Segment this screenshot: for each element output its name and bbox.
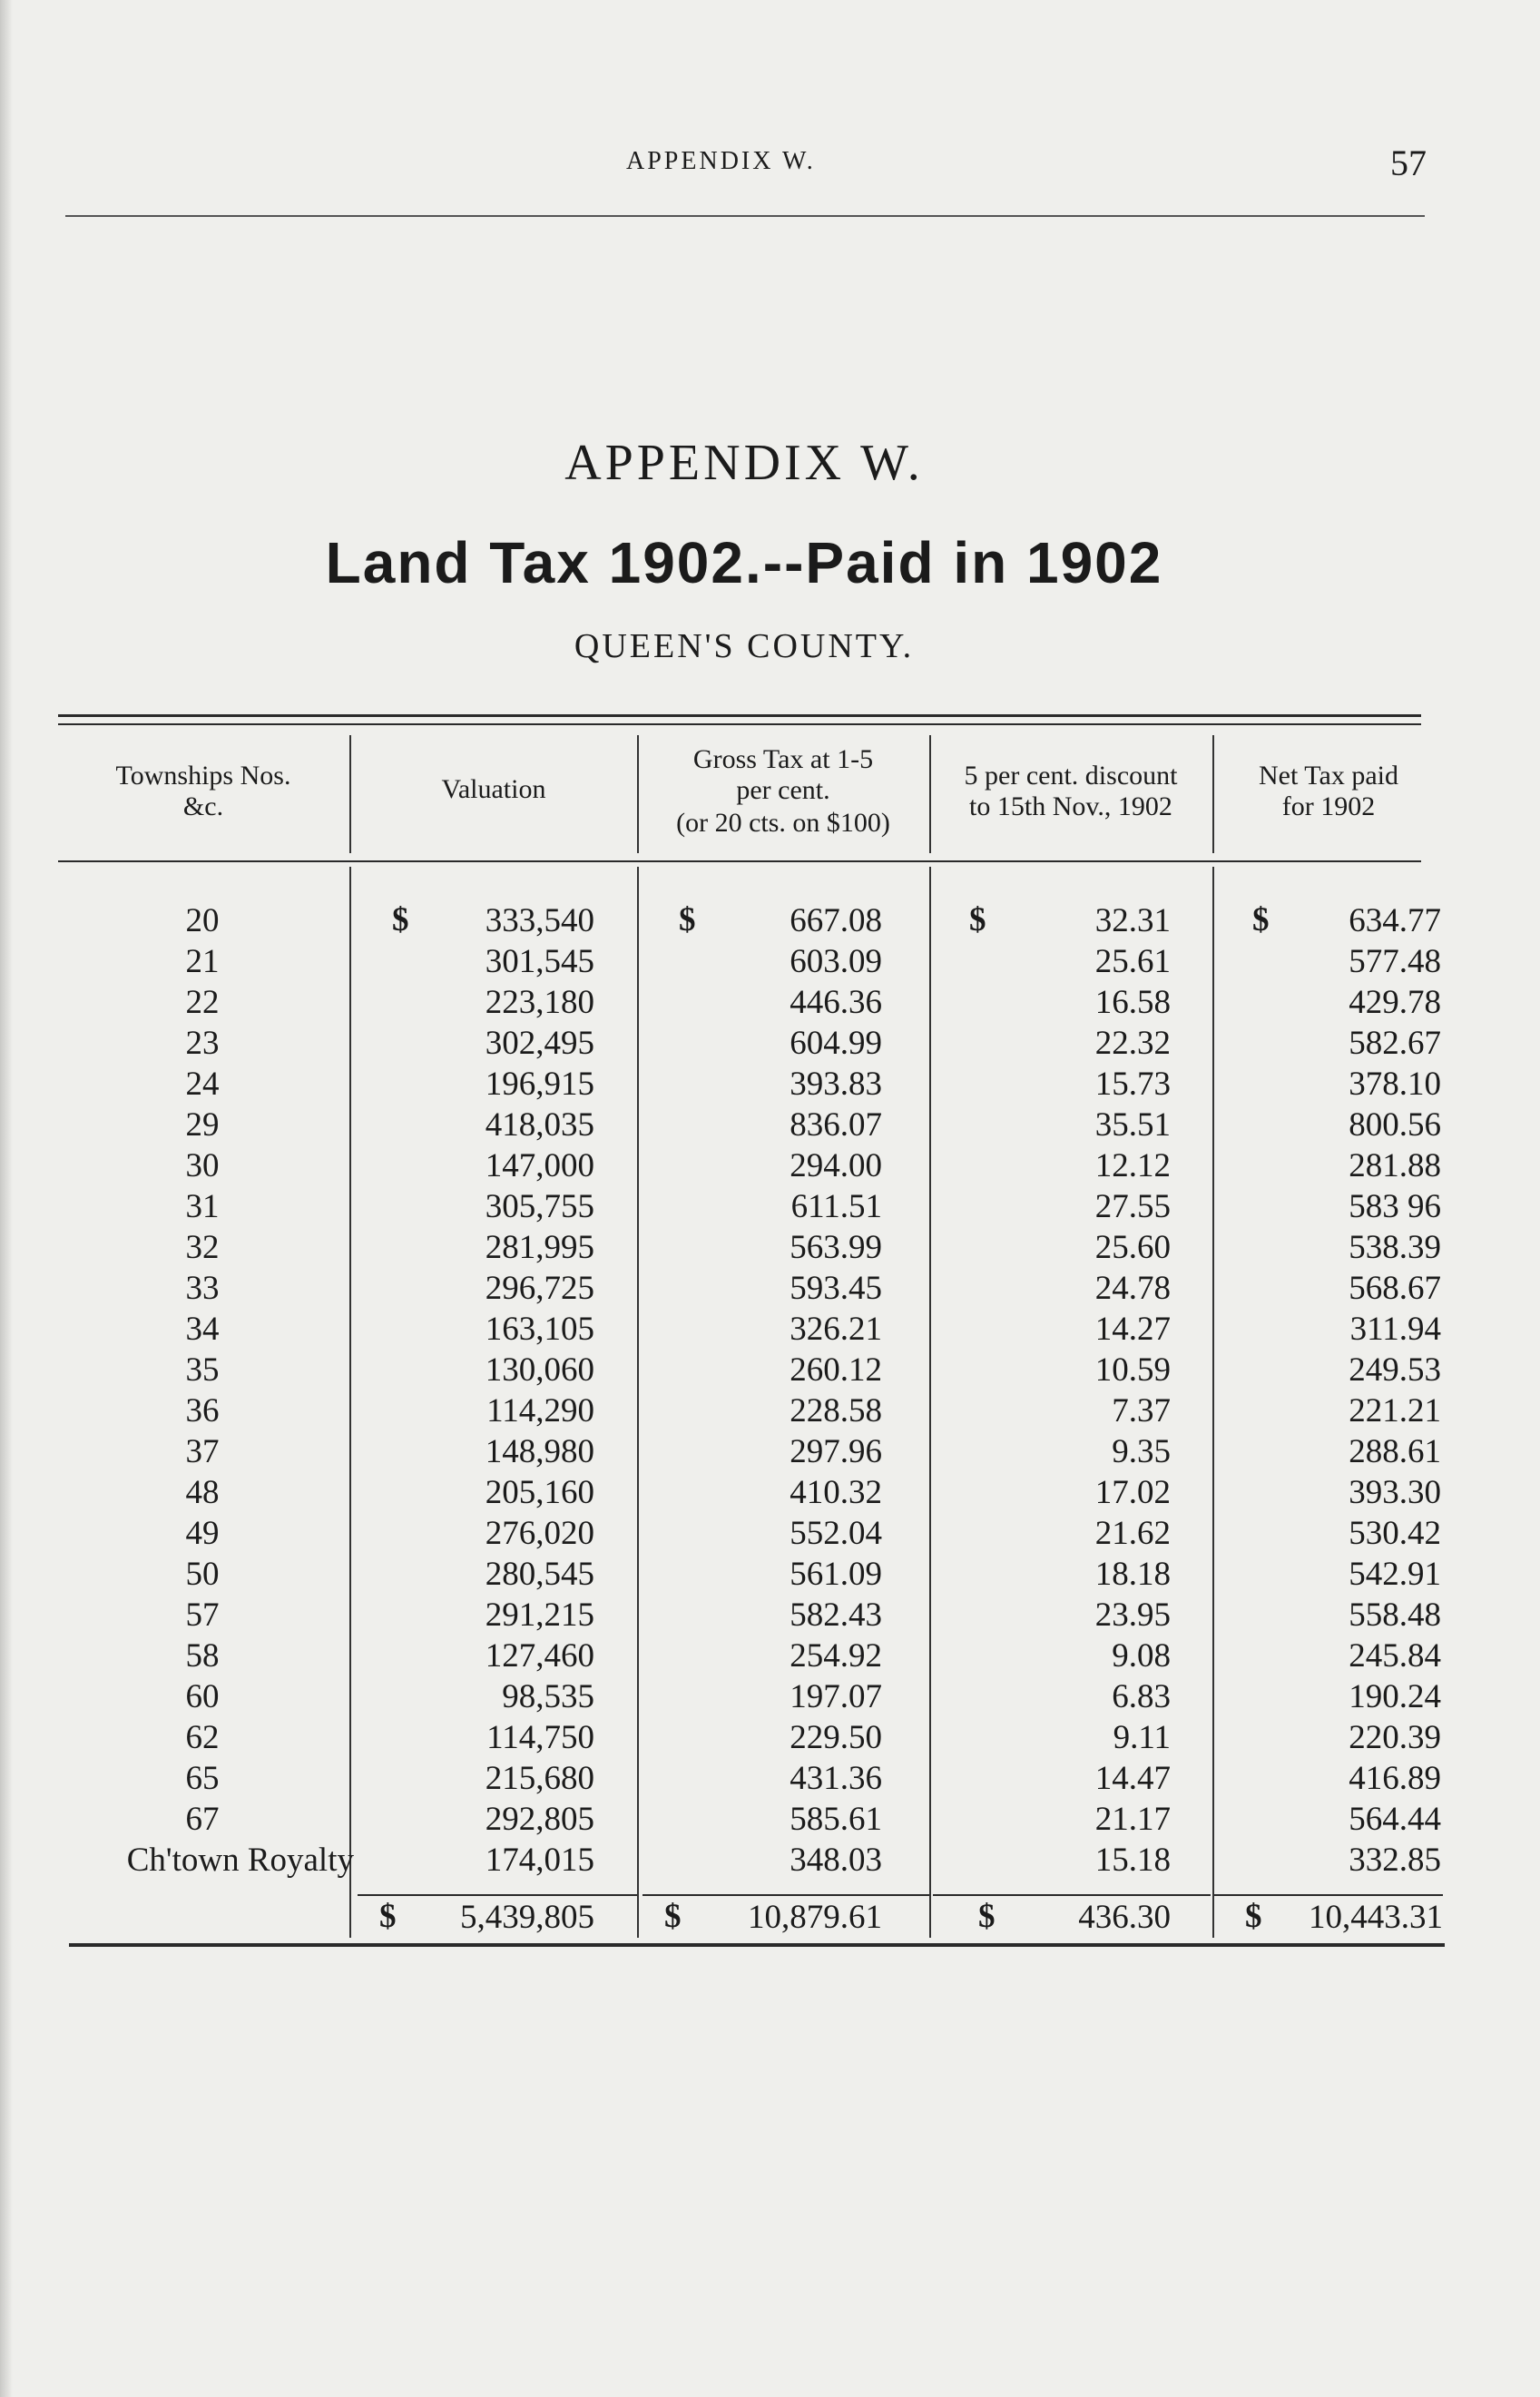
- total-rule-gross: [642, 1894, 929, 1896]
- running-head: [0, 142, 1540, 201]
- total-rule-net: [1214, 1894, 1443, 1896]
- township-cell: 48: [185, 1474, 220, 1511]
- township-cell: 62: [185, 1719, 220, 1756]
- dollar-sign: $: [392, 901, 409, 938]
- township-cell: Ch'town Royalty: [126, 1842, 354, 1879]
- dollar-sign: $: [1245, 1898, 1262, 1935]
- column-header-4-line2: to 15th Nov., 1902: [969, 791, 1172, 821]
- table-top-rule-2: [58, 723, 1421, 725]
- column-header-5-line1: Net Tax paid: [1259, 761, 1398, 791]
- township-cell: 31: [185, 1188, 220, 1225]
- gross-cell: 667.08: [790, 902, 882, 939]
- discount-cell: 21.62: [1094, 1515, 1171, 1552]
- gross-cell: 197.07: [790, 1678, 882, 1715]
- valuation-cell: 127,460: [485, 1637, 594, 1675]
- column-header-1-line2: &c.: [182, 791, 224, 821]
- township-cell: 36: [185, 1392, 220, 1429]
- valuation-cell: 196,915: [485, 1066, 594, 1103]
- discount-cell: 22.32: [1094, 1025, 1171, 1062]
- valuation-cell: 148,980: [485, 1433, 594, 1470]
- township-cell: 21: [185, 943, 220, 980]
- township-cell: 37: [185, 1433, 220, 1470]
- column-header-2-line1: Valuation: [441, 774, 546, 804]
- column-header-3-line1: Gross Tax at 1-5: [692, 744, 874, 774]
- net-cell: 221.21: [1349, 1392, 1441, 1429]
- township-cell: 57: [185, 1596, 220, 1634]
- gross-cell: 603.09: [790, 943, 882, 980]
- discount-cell: 6.83: [1112, 1678, 1171, 1715]
- gross-cell: 229.50: [790, 1719, 882, 1756]
- valuation-cell: 147,000: [485, 1147, 594, 1184]
- net-cell: 530.42: [1349, 1515, 1441, 1552]
- net-cell: 393.30: [1349, 1474, 1441, 1511]
- valuation-cell: 98,535: [502, 1678, 594, 1715]
- gross-cell: 410.32: [790, 1474, 882, 1511]
- gross-cell: 446.36: [790, 984, 882, 1021]
- gross-cell: 552.04: [790, 1515, 882, 1552]
- net-cell: 564.44: [1349, 1801, 1441, 1838]
- valuation-cell: 292,805: [485, 1801, 594, 1838]
- township-cell: 58: [185, 1637, 220, 1675]
- valuation-cell: 114,750: [486, 1719, 594, 1756]
- gross-cell: 254.92: [790, 1637, 882, 1675]
- township-cell: 23: [185, 1025, 220, 1062]
- discount-cell: 23.95: [1094, 1596, 1171, 1634]
- net-cell: 577.48: [1349, 943, 1441, 980]
- net-cell: 634.77: [1349, 902, 1441, 939]
- valuation-cell: 333,540: [485, 902, 594, 939]
- main-title: Land Tax 1902.--Paid in 1902: [325, 530, 1163, 595]
- township-cell: 24: [185, 1066, 220, 1103]
- gross-cell: 563.99: [790, 1229, 882, 1266]
- net-cell: 311.94: [1349, 1311, 1441, 1348]
- net-cell: 288.61: [1349, 1433, 1441, 1470]
- township-cell: 49: [185, 1515, 220, 1552]
- gross-cell: 582.43: [790, 1596, 882, 1634]
- valuation-cell: 223,180: [485, 984, 594, 1021]
- page-edge: [0, 0, 13, 2397]
- dollar-sign: $: [679, 901, 696, 938]
- discount-cell: 10.59: [1094, 1351, 1171, 1389]
- township-cell: 29: [185, 1106, 220, 1144]
- valuation-cell: 114,290: [486, 1392, 594, 1429]
- gross-cell: 611.51: [790, 1188, 882, 1225]
- valuation-cell: 418,035: [485, 1106, 594, 1144]
- net-cell: 568.67: [1349, 1270, 1441, 1307]
- dollar-sign: $: [978, 1898, 996, 1935]
- gross-cell: 393.83: [790, 1066, 882, 1103]
- dollar-sign: $: [664, 1898, 682, 1935]
- discount-cell: 21.17: [1094, 1801, 1171, 1838]
- total-rule-valuation: [358, 1894, 637, 1896]
- net-cell: 281.88: [1349, 1147, 1441, 1184]
- gross-cell: 561.09: [790, 1556, 882, 1593]
- gross-cell: 294.00: [790, 1147, 882, 1184]
- total-valuation: 5,439,805: [460, 1899, 594, 1936]
- gross-cell: 228.58: [790, 1392, 882, 1429]
- running-title: APPENDIX W.: [626, 147, 816, 175]
- valuation-cell: 302,495: [485, 1025, 594, 1062]
- header-rule: [65, 215, 1425, 217]
- dollar-sign: $: [969, 901, 986, 938]
- net-cell: 416.89: [1349, 1760, 1441, 1797]
- page-number: 57: [1390, 142, 1427, 183]
- township-cell: 30: [185, 1147, 220, 1184]
- discount-cell: 16.58: [1094, 984, 1171, 1021]
- discount-cell: 27.55: [1094, 1188, 1171, 1225]
- dollar-sign: $: [1252, 901, 1270, 938]
- discount-cell: 14.47: [1094, 1760, 1171, 1797]
- total-gross: 10,879.61: [748, 1899, 882, 1936]
- net-cell: 245.84: [1349, 1637, 1441, 1675]
- net-cell: 800.56: [1349, 1106, 1441, 1144]
- column-header-4-line1: 5 per cent. discount: [964, 761, 1178, 791]
- gross-cell: 260.12: [790, 1351, 882, 1389]
- total-net: 10,443.31: [1309, 1899, 1443, 1936]
- column-header-5-line2: for 1902: [1281, 791, 1376, 821]
- gross-cell: 593.45: [790, 1270, 882, 1307]
- valuation-cell: 281,995: [485, 1229, 594, 1266]
- gross-cell: 836.07: [790, 1106, 882, 1144]
- gross-cell: 604.99: [790, 1025, 882, 1062]
- net-cell: 429.78: [1349, 984, 1441, 1021]
- valuation-cell: 205,160: [485, 1474, 594, 1511]
- discount-cell: 24.78: [1094, 1270, 1171, 1307]
- valuation-cell: 174,015: [485, 1842, 594, 1879]
- dollar-sign: $: [379, 1898, 397, 1935]
- valuation-cell: 215,680: [485, 1760, 594, 1797]
- valuation-cell: 296,725: [485, 1270, 594, 1307]
- discount-cell: 15.18: [1094, 1842, 1171, 1879]
- county-title: QUEEN'S COUNTY.: [574, 627, 915, 665]
- discount-cell: 7.37: [1112, 1392, 1171, 1429]
- discount-cell: 14.27: [1094, 1311, 1171, 1348]
- net-cell: 558.48: [1349, 1596, 1441, 1634]
- discount-cell: 18.18: [1094, 1556, 1171, 1593]
- valuation-cell: 305,755: [485, 1188, 594, 1225]
- gross-cell: 326.21: [790, 1311, 882, 1348]
- discount-cell: 35.51: [1094, 1106, 1171, 1144]
- discount-cell: 9.08: [1112, 1637, 1171, 1675]
- column-header-3-line3: (or 20 cts. on $100): [676, 808, 890, 838]
- township-cell: 33: [185, 1270, 220, 1307]
- appendix-title: APPENDIX W.: [564, 435, 924, 491]
- net-cell: 583 96: [1349, 1188, 1441, 1225]
- discount-cell: 9.35: [1112, 1433, 1171, 1470]
- township-cell: 20: [185, 902, 220, 939]
- valuation-cell: 276,020: [485, 1515, 594, 1552]
- township-cell: 65: [185, 1760, 220, 1797]
- township-cell: 67: [185, 1801, 220, 1838]
- net-cell: 190.24: [1349, 1678, 1441, 1715]
- column-header-1-line1: Townships Nos.: [115, 761, 291, 791]
- township-cell: 34: [185, 1311, 220, 1348]
- net-cell: 332.85: [1349, 1842, 1441, 1879]
- valuation-cell: 291,215: [485, 1596, 594, 1634]
- net-cell: 582.67: [1349, 1025, 1441, 1062]
- gross-cell: 431.36: [790, 1760, 882, 1797]
- discount-cell: 25.61: [1094, 943, 1171, 980]
- total-rule-discount: [933, 1894, 1211, 1896]
- header-bottom-rule: [58, 860, 1421, 862]
- table-bottom-rule: [69, 1943, 1445, 1947]
- township-cell: 22: [185, 984, 220, 1021]
- valuation-cell: 130,060: [485, 1351, 594, 1389]
- valuation-cell: 163,105: [485, 1311, 594, 1348]
- discount-cell: 12.12: [1094, 1147, 1171, 1184]
- discount-cell: 32.31: [1094, 902, 1171, 939]
- gross-cell: 348.03: [790, 1842, 882, 1879]
- valuation-cell: 301,545: [485, 943, 594, 980]
- discount-cell: 25.60: [1094, 1229, 1171, 1266]
- net-cell: 220.39: [1349, 1719, 1441, 1756]
- discount-cell: 9.11: [1113, 1719, 1171, 1756]
- discount-cell: 17.02: [1094, 1474, 1171, 1511]
- gross-cell: 585.61: [790, 1801, 882, 1838]
- net-cell: 538.39: [1349, 1229, 1441, 1266]
- township-cell: 60: [185, 1678, 220, 1715]
- township-cell: 32: [185, 1229, 220, 1266]
- township-cell: 35: [185, 1351, 220, 1389]
- total-discount: 436.30: [1078, 1899, 1171, 1936]
- net-cell: 249.53: [1349, 1351, 1441, 1389]
- gross-cell: 297.96: [790, 1433, 882, 1470]
- discount-cell: 15.73: [1094, 1066, 1171, 1103]
- valuation-cell: 280,545: [485, 1556, 594, 1593]
- table-top-rule: [58, 714, 1421, 717]
- net-cell: 542.91: [1349, 1556, 1441, 1593]
- net-cell: 378.10: [1349, 1066, 1441, 1103]
- column-header-3-line2: per cent.: [736, 775, 830, 805]
- township-cell: 50: [185, 1556, 220, 1593]
